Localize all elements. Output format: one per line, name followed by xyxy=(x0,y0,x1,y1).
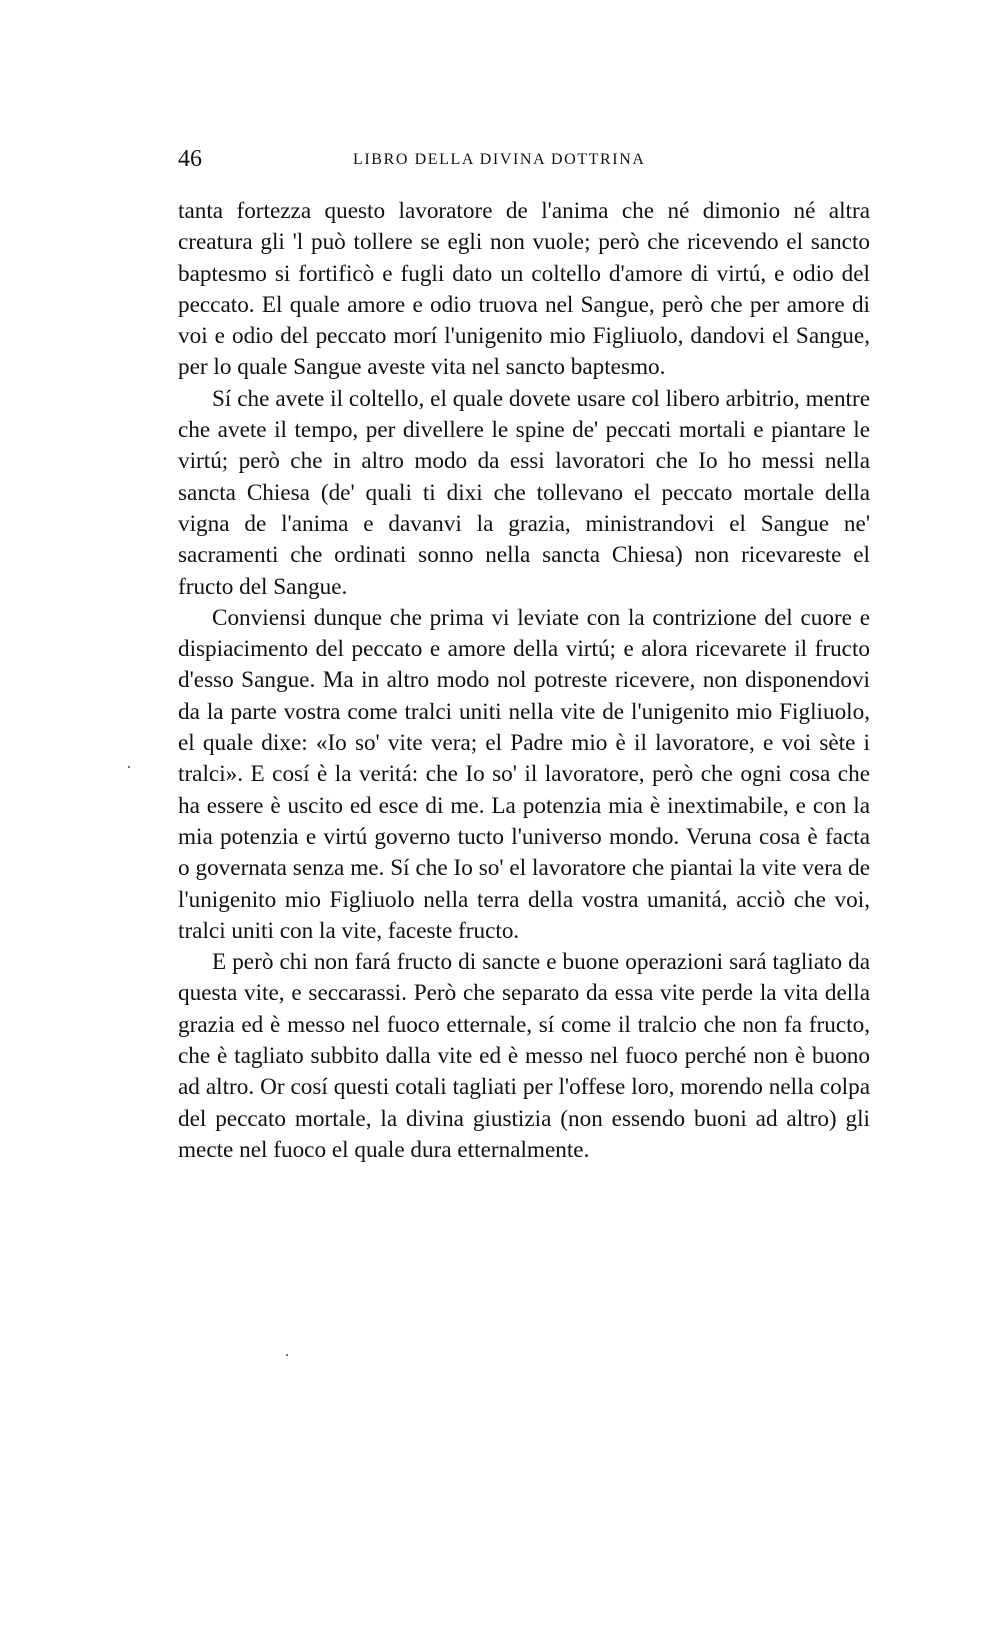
page-header xyxy=(178,144,878,174)
paragraph: Sí che avete il coltello, el quale dovete usare col libero arbitrio, mentre che avete il tempo, per divellere le spine de' peccati mortali e piantare le virtú; però che in altro modo da essi lavoratori che Io ho messi nella sancta Chiesa (de' quali ti dixi che tollevano el peccato mortale della vigna de l'anima e davanvi la grazia, ministrandovi el Sangue ne' sacramenti che ordinati sonno nella sancta Chiesa) non ricevareste el fructo del Sangue. xyxy=(178,385,870,600)
paragraph: E però chi non fará fructo di sancte e buone operazioni sará tagliato da questa vite, e seccarassi. Però che separato da essa vite perde la vita della grazia ed è messo nel fuoco etternale, sí come il tralcio che non fa fructo, che è tagliato subbito dalla vite ed è messo nel fuoco perché non è buono ad altro. Or cosí questi cotali tagliati per l'offese loro, morendo nella colpa del peccato mortale, la divina giustizia (non essendo buoni ad altro) gli mecte nel fuoco el quale dura etternalmente. xyxy=(178,949,870,1163)
scan-speck xyxy=(286,1354,288,1356)
running-title: LIBRO DELLA DIVINA DOTTRINA xyxy=(353,151,646,168)
scan-speck xyxy=(128,766,130,768)
body-text xyxy=(178,196,870,1166)
page-number: 46 xyxy=(178,146,202,172)
paragraph: tanta fortezza questo lavoratore de l'anima che né dimonio né altra creatura gli 'l può tollere se egli non vuole; però che ricevendo el sancto baptesmo si fortificò e fugli dato un coltello d'amore di virtú, e odio del peccato. El quale amore e odio truova nel Sangue, però che per amore di voi e odio del peccato morí l'unigenito mio Figliuolo, dandovi el Sangue, per lo quale Sangue aveste vita nel sancto baptesmo. xyxy=(178,198,870,381)
paragraph: Conviensi dunque che prima vi leviate con la contrizione del cuore e dispiacimento del peccato e amore della virtú; e alora ricevarete il fructo d'esso Sangue. Ma in altro modo nol potreste ricevere, non disponendovi da la parte vostra come tralci uniti nella vite de l'unigenito mio Figliuolo, el quale dixe: «Io so' vite vera; el Padre mio è il lavoratore, e voi sète i tralci». E cosí è la veritá: che Io so' il lavoratore, però che ogni cosa che ha essere è uscito ed esce di me. La potenzia mia è inextimabile, e con la mia potenzia e virtú governo tucto l'universo mondo. Veruna cosa è facta o governata senza me. Sí che Io so' el lavoratore che piantai la vite vera de l'unigenito mio Figliuolo nella terra della vostra umanitá, acciò che voi, tralci uniti con la vite, faceste fructo. xyxy=(178,604,870,944)
